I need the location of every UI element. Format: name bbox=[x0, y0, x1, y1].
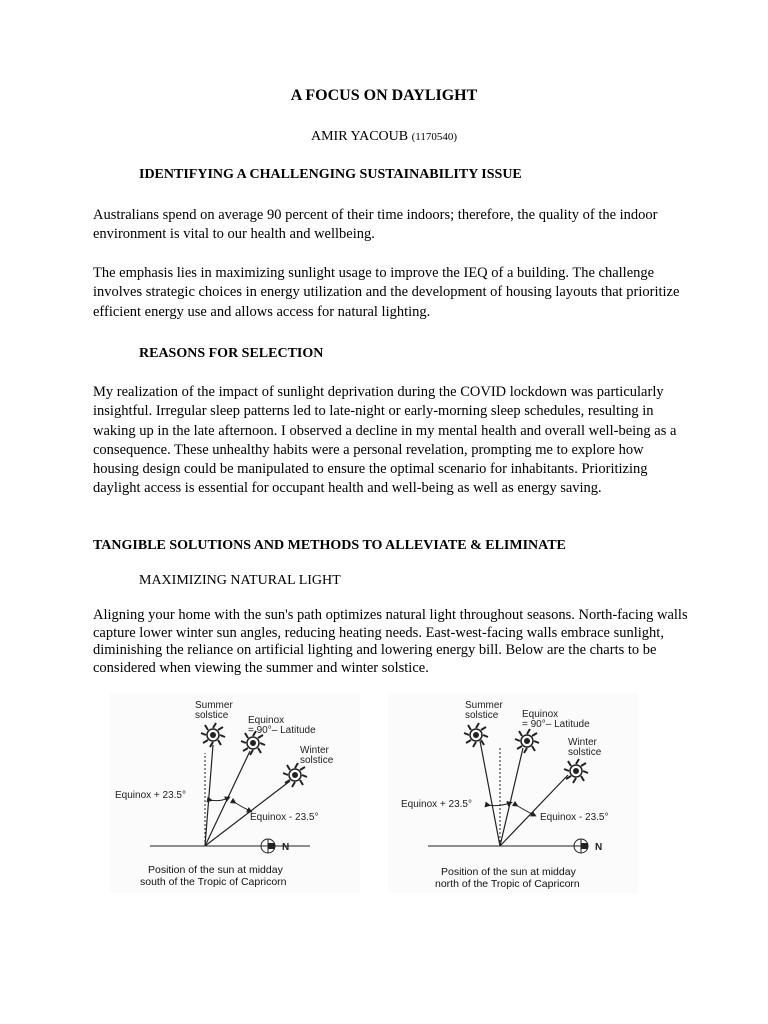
winter-label-1: Winter bbox=[300, 745, 329, 756]
author-id: (1170540) bbox=[411, 131, 458, 143]
equinox-label-2: = 90°– Latitude bbox=[522, 719, 590, 730]
summer-sun-icon bbox=[464, 723, 488, 747]
summer-sun-icon bbox=[201, 723, 225, 747]
sun-diagram-south-svg bbox=[110, 693, 360, 893]
paragraph-indoor-time: Australians spend on average 90 percent of their time indoors; therefore, the quality of the indoor environment is vital to our health and wellbeing. bbox=[93, 207, 658, 243]
winter-sun-icon bbox=[564, 759, 588, 783]
sun-diagram-north bbox=[388, 693, 638, 893]
heading-solutions: TANGIBLE SOLUTIONS AND METHODS TO ALLEVIATE & ELIMINATE bbox=[93, 538, 566, 553]
angle-arrow-minus bbox=[516, 805, 534, 815]
sun-diagram-north-svg bbox=[388, 693, 638, 893]
caption-line-1: Position of the sun at midday bbox=[148, 864, 283, 876]
summer-ray bbox=[480, 741, 500, 846]
summer-label-2: solstice bbox=[195, 710, 229, 721]
equinox-label-1: Equinox bbox=[248, 715, 285, 726]
summer-label-2: solstice bbox=[465, 710, 499, 721]
document-title: A FOCUS ON DAYLIGHT bbox=[290, 87, 478, 104]
summer-label-1: Summer bbox=[195, 700, 233, 711]
angle-arrow-minus bbox=[234, 802, 250, 811]
angle-arrow-plus bbox=[210, 798, 228, 801]
winter-label-2: solstice bbox=[568, 747, 602, 758]
winter-label-1: Winter bbox=[568, 737, 597, 748]
caption-line-2: north of the Tropic of Capricorn bbox=[435, 878, 580, 890]
paragraph-emphasis: The emphasis lies in maximizing sunlight usage to improve the IEQ of a building. The challenge involves strategic choices in energy utilization and the development of housing layouts that prioritize efficient energy use and allows access for natural lighting. bbox=[93, 265, 680, 320]
summer-label-1: Summer bbox=[465, 700, 503, 711]
caption-line-1: Position of the sun at midday bbox=[441, 866, 576, 878]
equinox-minus-label: Equinox - 23.5° bbox=[250, 812, 319, 823]
paragraph-reasons: My realization of the impact of sunlight deprivation during the COVID lockdown was particularly insightful. Irregular sleep patterns led to late-night or early-morning sleep schedules, resulting in waking up in the late afternoon. I observed a decline in my mental health and overall well-being as a consequence. These unhealthy habits were a personal revelation, prompting me to explore how housing design could be manipulated to ensure the optimal scenario for inhabitants. Prioritizing daylight access is essential for occupant health and well-being as well as energy saving. bbox=[93, 384, 677, 497]
equinox-minus-label: Equinox - 23.5° bbox=[540, 812, 609, 823]
subheading-natural-light: MAXIMIZING NATURAL LIGHT bbox=[139, 573, 341, 588]
equinox-label-1: Equinox bbox=[522, 709, 559, 720]
equinox-sun-icon bbox=[515, 729, 539, 753]
heading-identifying: IDENTIFYING A CHALLENGING SUSTAINABILITY ISSUE bbox=[139, 167, 522, 182]
equinox-label-2: = 90°– Latitude bbox=[248, 725, 316, 736]
north-label: N bbox=[595, 842, 603, 853]
author-line bbox=[0, 129, 768, 145]
equinox-plus-label: Equinox + 23.5° bbox=[115, 790, 186, 801]
paragraph-natural-light: Aligning your home with the sun's path optimizes natural light throughout seasons. North-facing walls capture lower winter sun angles, reducing heating needs. East-west-facing walls embrace sunlight, diminishing the reliance on artificial lighting and lowering energy bill. Below are the charts to be considered when viewing the summer and winter solstice. bbox=[93, 607, 688, 676]
north-label: N bbox=[282, 842, 290, 853]
equinox-plus-label: Equinox + 23.5° bbox=[401, 799, 472, 810]
winter-label-2: solstice bbox=[300, 755, 334, 766]
equinox-ray bbox=[500, 748, 523, 846]
sun-diagram-south bbox=[110, 693, 360, 893]
author-name: AMIR YACOUB bbox=[310, 129, 409, 144]
caption-line-2: south of the Tropic of Capricorn bbox=[140, 876, 287, 888]
heading-reasons: REASONS FOR SELECTION bbox=[139, 346, 324, 361]
winter-ray bbox=[500, 775, 568, 846]
